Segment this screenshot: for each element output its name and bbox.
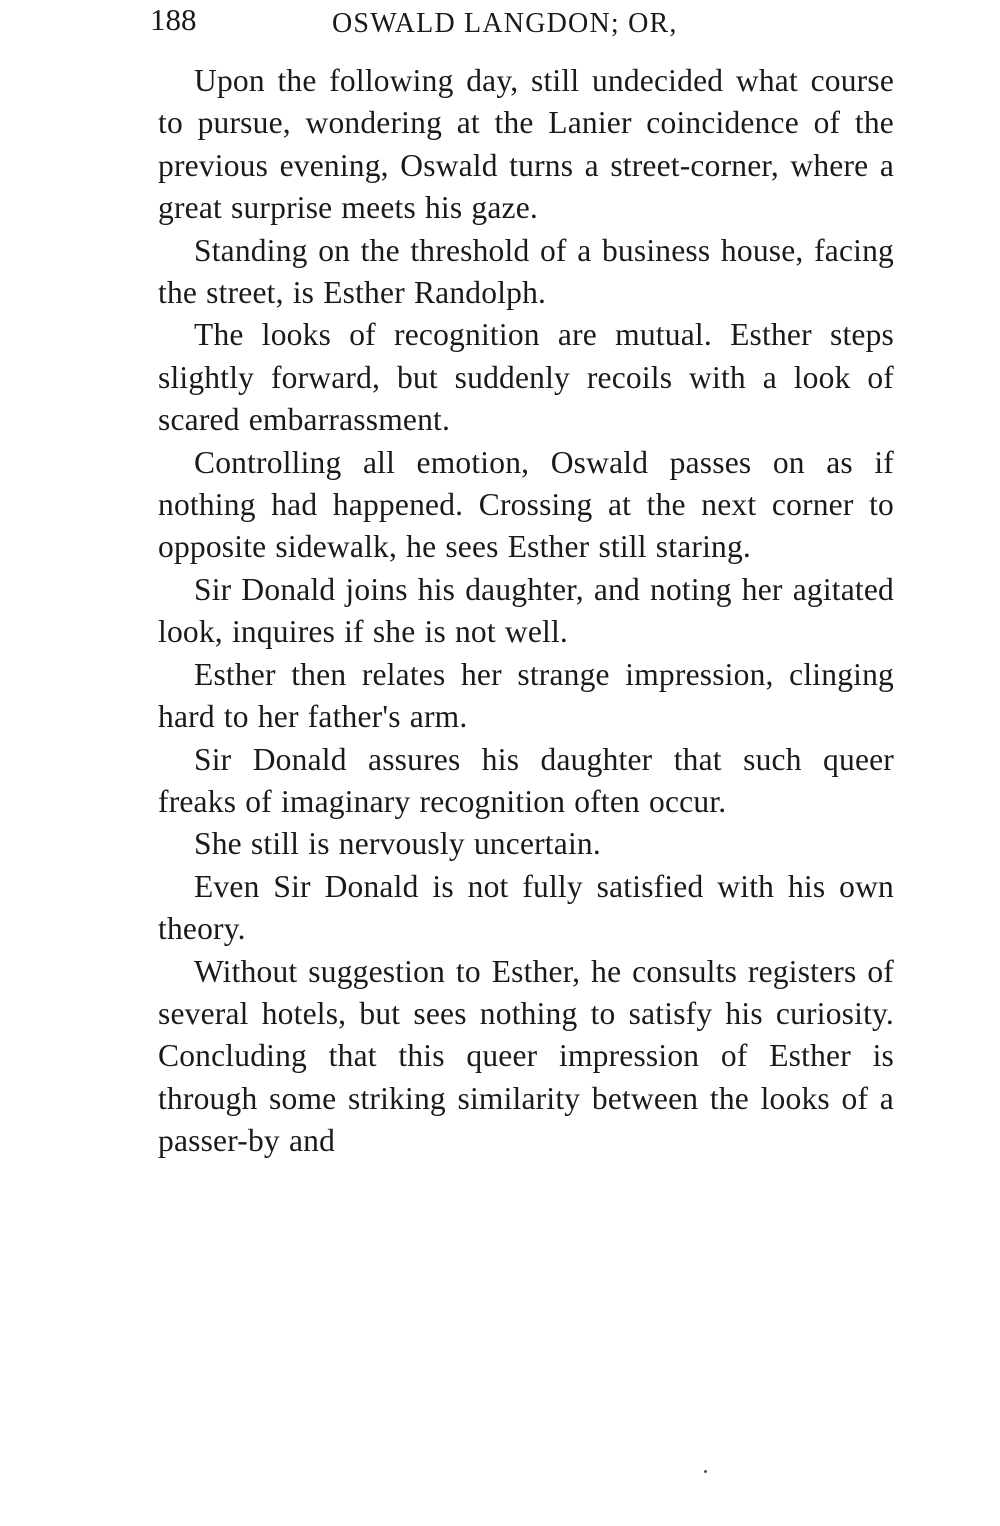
paragraph: The looks of recognition are mutual. Esther steps slightly forward, but suddenly recoils with a look of scared embarrassment. bbox=[158, 317, 894, 438]
page-number: 188 bbox=[150, 2, 197, 37]
paragraph: Esther then relates her strange impression, clinging hard to her father's arm. bbox=[158, 656, 894, 735]
body-text bbox=[158, 60, 894, 1163]
paragraph: Sir Donald joins his daughter, and noting her agitated look, inquires if she is not well. bbox=[158, 571, 894, 650]
paragraph: Sir Donald assures his daughter that such queer freaks of imaginary recognition often occur. bbox=[158, 741, 894, 819]
running-head: OSWALD LANGDON; OR, bbox=[332, 8, 678, 39]
paragraph: Upon the following day, still undecided what course to pursue, wondering at the Lanier coincidence of the previous evening, Oswald turns a street-corner, where a great surprise meets his gaze. bbox=[158, 63, 894, 226]
page-header bbox=[150, 2, 750, 42]
paragraph: Controlling all emotion, Oswald passes on as if nothing had happened. Crossing at the next corner to opposite sidewalk, he sees Esther still staring. bbox=[158, 444, 894, 565]
paragraph: Without suggestion to Esther, he consults registers of several hotels, but sees nothing to satisfy his curiosity. Concluding that this queer impression of Esther is through some striking similarity between the looks of a passer-by and bbox=[158, 953, 894, 1159]
paragraph: Even Sir Donald is not fully satisfied with his own theory. bbox=[158, 868, 894, 947]
paragraph: Standing on the threshold of a business house, facing the street, is Esther Randolph. bbox=[158, 232, 894, 311]
print-speck bbox=[704, 1470, 707, 1473]
paragraph: She still is nervously uncertain. bbox=[194, 826, 601, 862]
